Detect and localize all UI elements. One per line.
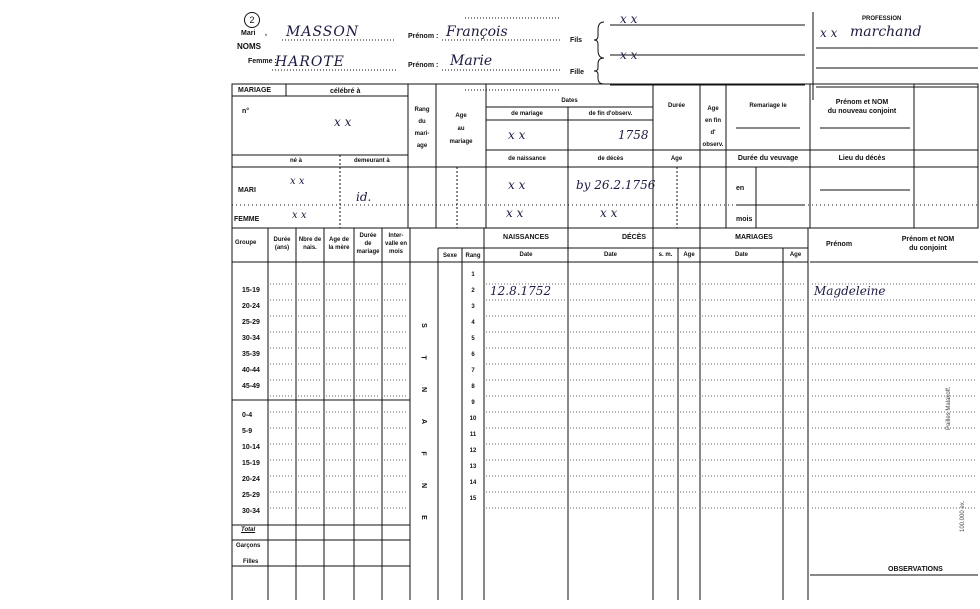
- enfants-letter: N: [420, 386, 428, 393]
- fils-value: x x: [620, 12, 638, 26]
- mariage-title: MARIAGE: [238, 87, 272, 94]
- rang-number: 15: [469, 496, 477, 502]
- duree-ans-header: [268, 236, 296, 252]
- intervalle-header: [382, 232, 410, 256]
- rang-number: 4: [471, 320, 475, 326]
- total-label: Total: [241, 527, 256, 533]
- duree-veuvage-header: Durée du veuvage: [737, 155, 799, 162]
- age-group-label: 30-34: [242, 335, 260, 342]
- prenom-nom-header: [810, 98, 914, 116]
- date-fin-value: 1758: [618, 128, 649, 142]
- noms-label: NOMS: [237, 42, 261, 51]
- rang-number: 2: [471, 288, 475, 294]
- age-fin-header: [700, 103, 726, 151]
- femme-prenom-value: Marie: [450, 53, 493, 69]
- prenom-nom-conjoint-header: [880, 235, 976, 253]
- femme-deces-value: x x: [600, 206, 618, 220]
- mois-label: mois: [736, 216, 753, 223]
- age-group-label: 5-9: [242, 428, 253, 435]
- femme-ne-value: x x: [292, 210, 307, 221]
- mari-prenom-label: Prénom :: [408, 33, 439, 40]
- profession-label: PROFESSION: [862, 16, 902, 22]
- enfants-letter: T: [419, 355, 427, 360]
- de-deces-header: de décès: [597, 156, 624, 162]
- celebre-label: célébré à: [330, 88, 361, 95]
- mari-naissance-value: x x: [508, 178, 526, 192]
- observations-label: OBSERVATIONS: [888, 566, 943, 573]
- intervalle-2: valle en: [384, 241, 407, 247]
- duree-mar-1: Durée: [359, 233, 377, 239]
- nbre-nais-2: nais.: [303, 245, 317, 251]
- rang-mariage-header: [408, 104, 436, 152]
- child-2-prenom: Magdeleine: [814, 284, 886, 298]
- mari-row-label: MARI: [238, 187, 256, 194]
- lieu-deces-header: Lieu du décès: [838, 155, 886, 162]
- rang-number: 5: [471, 336, 475, 342]
- mari-ne-value: x x: [290, 176, 305, 187]
- en-label: en: [736, 185, 745, 192]
- rang-number: 6: [471, 352, 475, 358]
- rang-header: Rang: [465, 253, 481, 259]
- date-mariage-value: x x: [508, 128, 526, 142]
- record-number-circle: [244, 12, 260, 28]
- rang-number: 3: [471, 304, 475, 310]
- age-line-1: Age: [455, 113, 467, 119]
- duree-mar-3: mariage: [356, 249, 380, 255]
- fille-label: Fille: [570, 69, 585, 76]
- naissances-header: NAISSANCES: [503, 234, 549, 241]
- intervalle-3: mois: [388, 249, 403, 255]
- age-group-label: 15-19: [242, 460, 260, 467]
- fils-label: Fils: [570, 37, 583, 44]
- age-group-label: 25-29: [242, 319, 260, 326]
- printer-note: Pailles Malakoff.: [946, 386, 952, 430]
- duree-mar-2: de: [364, 241, 372, 247]
- duree-mariage-header: [354, 232, 382, 256]
- rang-number: 8: [471, 384, 475, 390]
- fille-value: x x: [620, 48, 638, 62]
- age-mere-2: la mère: [328, 245, 350, 251]
- age-mariage-header: [436, 110, 486, 149]
- profession-value: marchand: [850, 24, 922, 40]
- mari-deces-value: by 26.2.1756: [576, 178, 656, 192]
- age-line-2: au: [457, 126, 465, 132]
- intervalle-1: Inter-: [388, 233, 404, 239]
- mari-label: Mari: [241, 30, 256, 37]
- age-group-label: 40-44: [242, 367, 260, 374]
- rang-number: 14: [469, 480, 477, 486]
- deces-header: DÉCÈS: [621, 234, 647, 241]
- age-group-label: 20-24: [242, 303, 260, 310]
- enfants-letter: N: [420, 482, 428, 489]
- record-number: 2: [249, 15, 255, 25]
- deces-age-header: Age: [683, 252, 695, 258]
- duree-ans-2: (ans): [274, 245, 290, 251]
- groupe-header: Groupe: [235, 240, 257, 246]
- ne-a-label: né à: [290, 158, 303, 164]
- naissance-date-header: Date: [519, 252, 533, 258]
- rang-line-2: du: [418, 119, 426, 125]
- mariages-header: MARIAGES: [735, 234, 773, 241]
- age-group-label: 10-14: [242, 444, 260, 451]
- age-group-label: 35-39: [242, 351, 260, 358]
- print-run-note: 100.000 ex.: [960, 500, 966, 532]
- sexe-header: Sexe: [442, 253, 457, 259]
- mari-separator: ,: [265, 30, 267, 37]
- rang-number: 1: [471, 272, 475, 278]
- age-group-label: 0-4: [242, 412, 253, 419]
- filles-label: Filles: [243, 559, 259, 565]
- rang-number: 9: [471, 400, 475, 406]
- femme-prenom-label: Prénom :: [408, 62, 439, 69]
- rang-number: 12: [469, 448, 477, 454]
- deces-date-header: Date: [603, 252, 617, 258]
- enfants-letter: S: [419, 323, 427, 328]
- mariage-no-label: n°: [242, 108, 250, 115]
- de-fin-header: de fin d'observ.: [588, 111, 633, 117]
- enfants-letter: F: [419, 451, 427, 456]
- nbre-nais-1: Nbre de: [298, 237, 322, 243]
- age-group-label: 45-49: [242, 383, 260, 390]
- nbre-nais-header: [296, 236, 324, 252]
- age-line-3: mariage: [449, 139, 473, 145]
- garcons-label: Garçons: [236, 543, 261, 549]
- age-group-label: 25-29: [242, 492, 260, 499]
- demeurant-label: demeurant à: [354, 158, 390, 164]
- mari-prenom-value: François: [446, 24, 508, 40]
- de-mariage-header: de mariage: [511, 111, 543, 117]
- age-fin-1: Age: [707, 106, 719, 112]
- sm-header: s. m.: [658, 252, 673, 258]
- mari-name-value: MASSON: [286, 24, 360, 40]
- enfants-letter: E: [419, 515, 427, 520]
- rang-number: 13: [469, 464, 477, 470]
- celebre-value: x x: [334, 115, 352, 129]
- femme-naissance-value: x x: [506, 206, 524, 220]
- child-2-birth-date: 12.8.1752: [490, 284, 552, 298]
- conj-line-1: Prénom et NOM: [901, 236, 955, 243]
- remariage-header: Remariage le: [749, 103, 787, 109]
- enfants-letter: A: [420, 418, 428, 425]
- femme-label: Femme :: [248, 58, 277, 65]
- rang-number: 11: [469, 432, 477, 438]
- prenom-nom-line2: du nouveau conjoint: [827, 108, 897, 115]
- age-mere-1: Age de: [328, 237, 349, 243]
- de-naissance-header: de naissance: [508, 156, 546, 162]
- rang-number: 10: [469, 416, 477, 422]
- femme-row-label: FEMME: [234, 216, 260, 223]
- age-mere-header: [324, 236, 354, 252]
- dates-header: Dates: [561, 98, 578, 104]
- age-group-label: 30-34: [242, 508, 260, 515]
- age-header: Age: [670, 156, 683, 162]
- age-group-label: 15-19: [242, 287, 260, 294]
- age-fin-2: en fin: [705, 118, 721, 124]
- age-fin-4: observ.: [702, 142, 724, 148]
- rang-line-1: Rang: [414, 107, 430, 113]
- mariages-age-header: Age: [789, 252, 802, 258]
- rang-line-4: age: [416, 143, 428, 149]
- profession-xx: x x: [820, 26, 838, 40]
- rang-number: 7: [471, 368, 475, 374]
- femme-name-value: HAROTE: [275, 54, 345, 70]
- duree-header: Durée: [667, 103, 685, 109]
- mariages-date-header: Date: [734, 252, 748, 258]
- age-group-label: 20-24: [242, 476, 260, 483]
- conj-line-2: du conjoint: [909, 245, 947, 252]
- age-fin-3: d': [710, 130, 716, 136]
- duree-ans-1: Durée: [273, 237, 291, 243]
- mari-demeurant-value: id.: [356, 190, 372, 204]
- prenom-nom-line1: Prénom et NOM: [835, 99, 889, 106]
- prenom-header: Prénom: [826, 241, 853, 248]
- rang-line-3: mari-: [414, 131, 430, 137]
